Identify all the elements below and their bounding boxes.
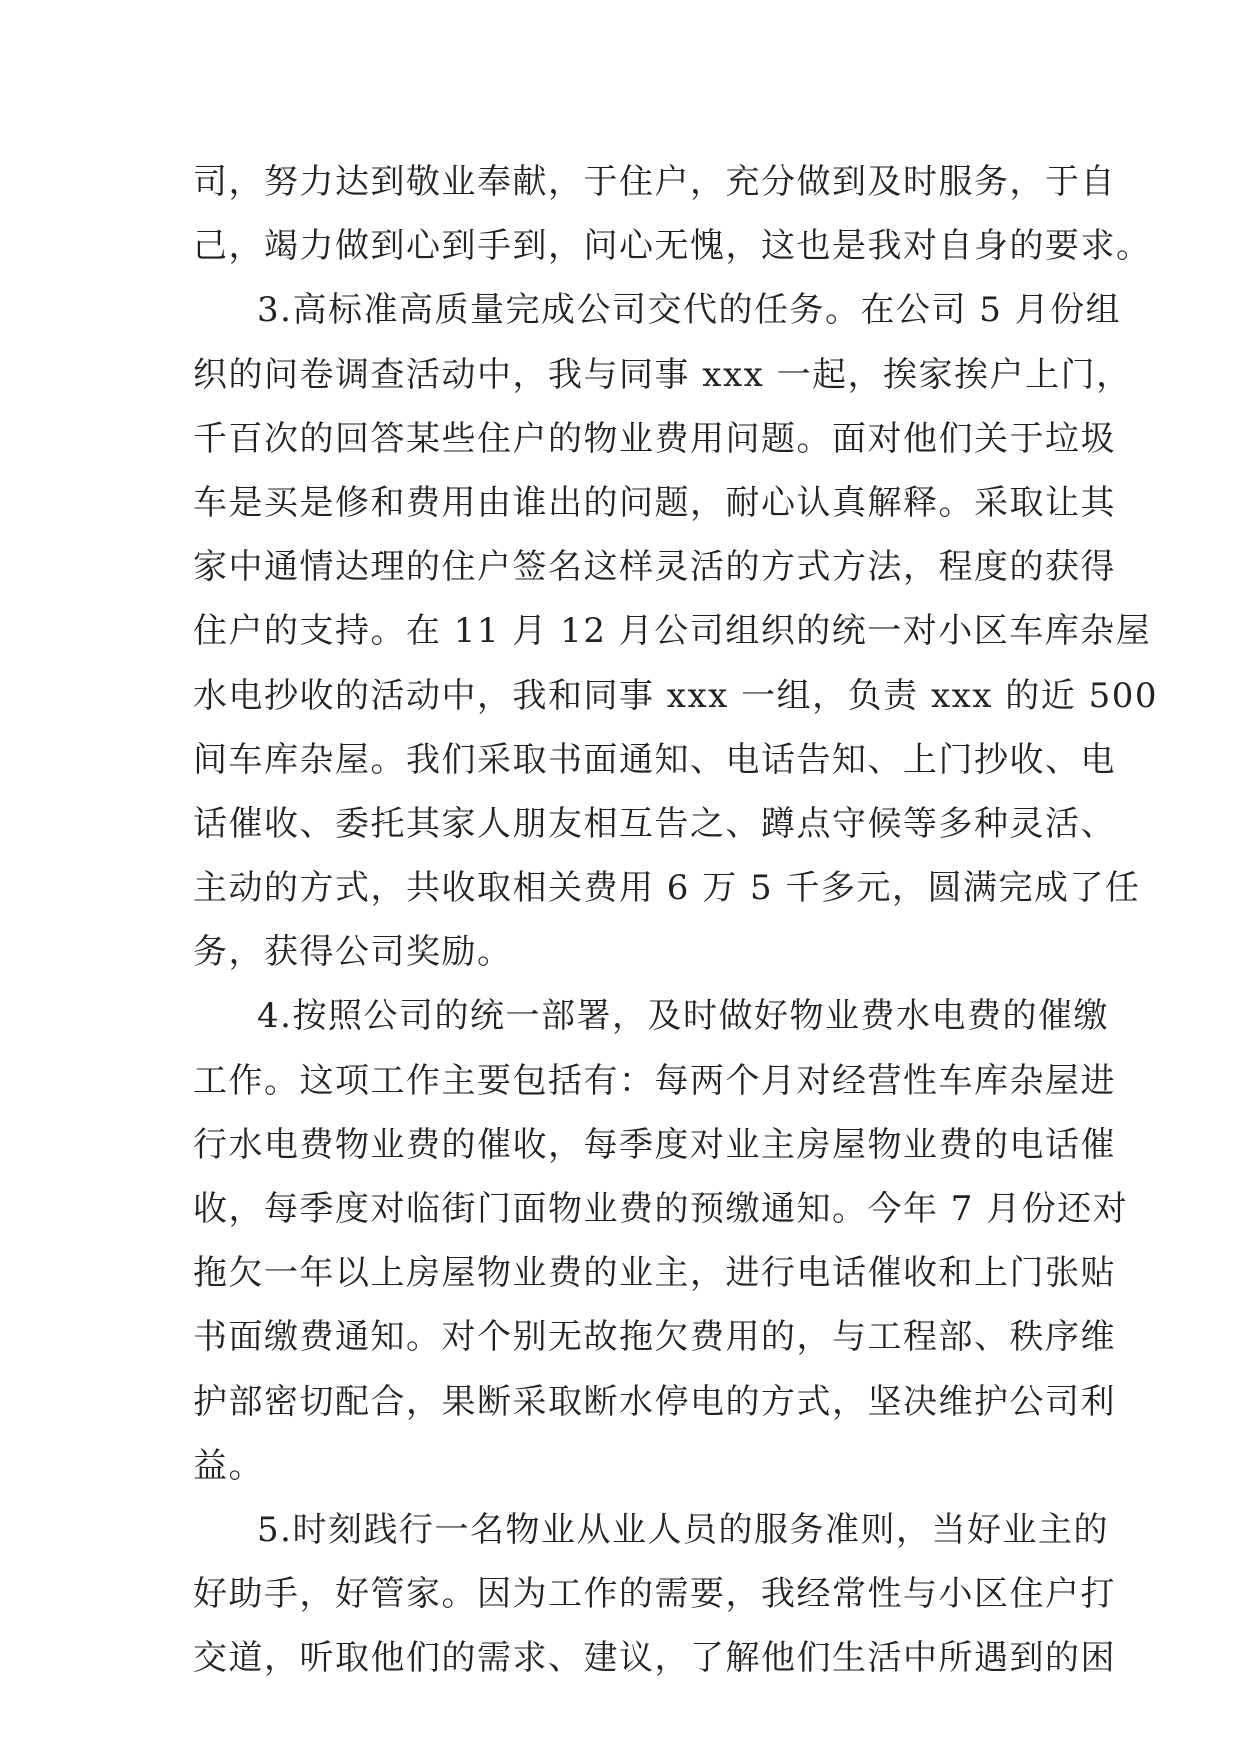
text-line: 间车库杂屋。我们采取书面通知、电话告知、上门抄收、电 (193, 739, 1116, 780)
text-line: 家中通情达理的住户签名这样灵活的方式方法，程度的获得 (193, 547, 1116, 588)
text-line: 书面缴费通知。对个别无故拖欠费用的，与工程部、秩序维 (193, 1317, 1116, 1358)
text-line: 益。 (193, 1445, 264, 1486)
text-line: 车是买是修和费用由谁出的问题，耐心认真解释。采取让其 (193, 482, 1116, 523)
text-line: 收，每季度对临街门面物业费的预缴通知。今年 7 月份还对 (193, 1189, 1129, 1229)
text-line: 话催收、委托其家人朋友相互告之、蹲点守候等多种灵活、 (193, 803, 1116, 844)
text-line: 住户的支持。在 11 月 12 月公司组织的统一对小区车库杂屋 (193, 611, 1152, 652)
text-line: 水电抄收的活动中，我和同事 xxx 一组，负责 xxx 的近 500 (193, 675, 1158, 716)
text-line: 行水电费物业费的催收，每季度对业主房屋物业费的电话催 (193, 1124, 1116, 1165)
paragraph-3-start: 3.高标准高质量完成公司交代的任务。在公司 5 月份组 (257, 290, 1122, 331)
text-line: 司，努力达到敬业奉献，于住户，充分做到及时服务，于自 (193, 162, 1116, 202)
text-line: 织的问卷调查活动中，我与同事 xxx 一起，挨家挨户上门， (193, 354, 1132, 395)
paragraph-5-start: 5.时刻践行一名物业从业人员的服务准则，当好业主的 (257, 1509, 1109, 1550)
text-line: 工作。这项工作主要包括有：每两个月对经营性车库杂屋进 (193, 1060, 1116, 1101)
body-text (193, 150, 1158, 1691)
text-line: 拖欠一年以上房屋物业费的业主，进行电话催收和上门张贴 (193, 1253, 1116, 1294)
text-line: 好助手，好管家。因为工作的需要，我经常性与小区住户打 (193, 1574, 1116, 1615)
paragraph-4-start: 4.按照公司的统一部署，及时做好物业费水电费的催缴 (257, 996, 1109, 1037)
text-line: 千百次的回答某些住户的物业费用问题。面对他们关于垃圾 (193, 418, 1116, 459)
text-line: 主动的方式，共收取相关费用 6 万 5 千多元，圆满完成了任 (193, 868, 1141, 909)
text-line: 己，竭力做到心到手到，问心无愧，这也是我对自身的要求。 (193, 226, 1152, 267)
text-line: 护部密切配合，果断采取断水停电的方式，坚决维护公司利 (193, 1381, 1116, 1422)
text-line: 务，获得公司奖励。 (193, 932, 513, 973)
text-line: 交道，听取他们的需求、建议，了解他们生活中所遇到的困 (193, 1638, 1116, 1679)
